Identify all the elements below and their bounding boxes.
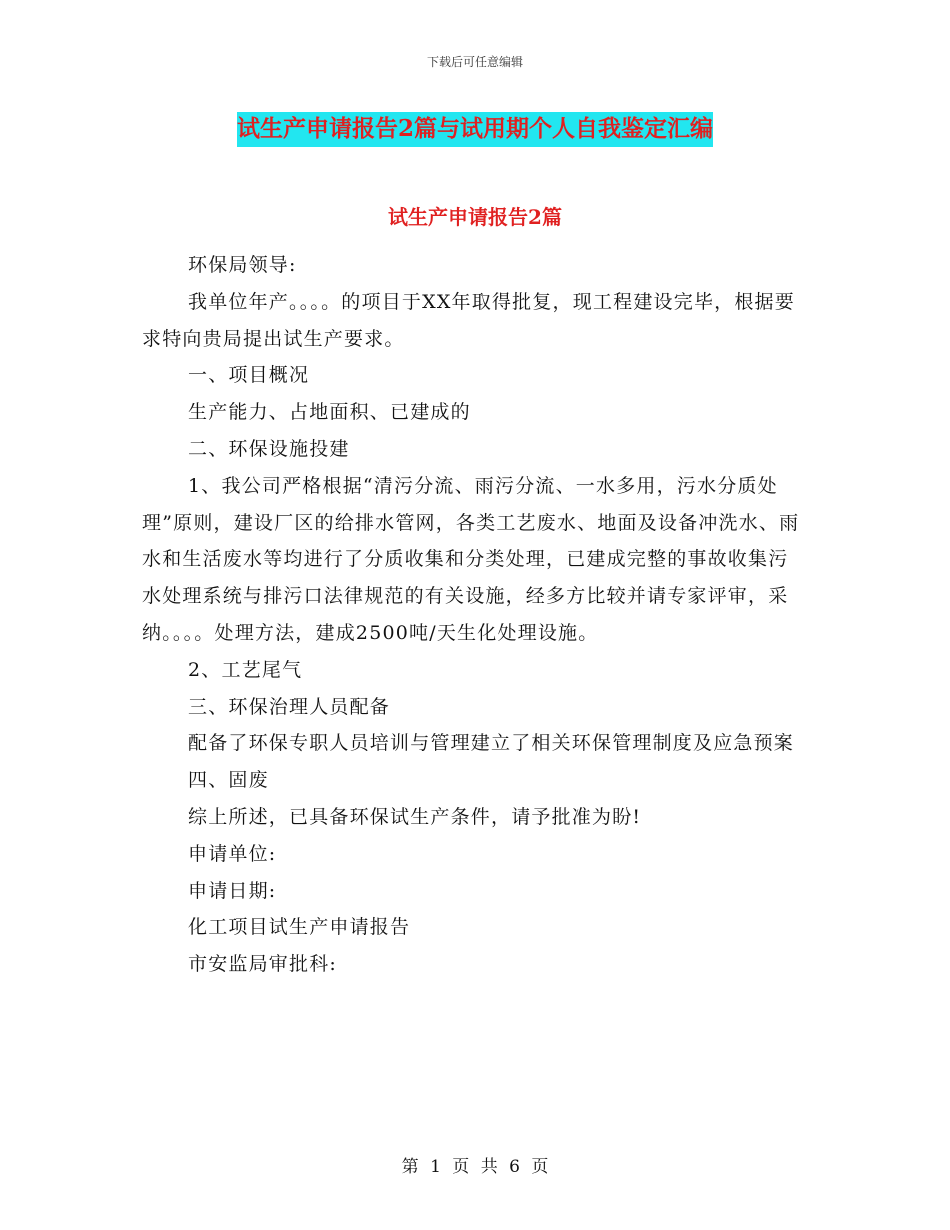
paragraph: 一、项目概况 bbox=[188, 364, 310, 387]
page-footer: 第 1 页 共 6 页 bbox=[401, 1157, 549, 1177]
paragraph: 化工项目试生产申请报告 bbox=[188, 916, 411, 939]
paragraph: 环保局领导: bbox=[188, 254, 297, 276]
paragraph: 配备了环保专职人员培训与管理建立了相关环保管理制度及应急预案 bbox=[188, 732, 795, 755]
paragraph: 申请日期: bbox=[188, 879, 277, 902]
document-title: 试生产申请报告2篇与试用期个人自我鉴定汇编 bbox=[237, 112, 713, 147]
paragraph: 2、工艺尾气 bbox=[188, 658, 303, 681]
paragraph: 四、固废 bbox=[188, 769, 269, 792]
paragraph: 综上所述，已具备环保试生产条件，请予批准为盼! bbox=[188, 805, 642, 828]
paragraph: 1、我公司严格根据“清污分流、雨污分流、一水多用，污水分质处理”原则，建设厂区的给排水管网，各类工艺废水、地面及设备冲洗水、雨水和生活废水等均进行了分质收集和分类处理，已建成完整的事故收集污水处理系统与排污口法律规范的有关设施，经多方比较并请专家评审，采纳。。。。处理方法，建成2500吨/天生化处理设施。 bbox=[142, 474, 800, 644]
page-header-note: 下载后可任意编辑 bbox=[426, 55, 523, 69]
paragraph: 我单位年产。。。。的项目于XX年取得批复，现工程建设完毕，根据要求特向贵局提出试生产要求。 bbox=[142, 290, 795, 350]
main-title-container bbox=[0, 112, 950, 147]
paragraph: 三、环保治理人员配备 bbox=[188, 695, 391, 718]
paragraph: 市安监局审批科: bbox=[188, 953, 338, 976]
paragraph: 生产能力、占地面积、已建成的 bbox=[188, 401, 471, 424]
section-title: 试生产申请报告2篇 bbox=[388, 205, 562, 229]
document-body bbox=[142, 247, 807, 983]
paragraph: 申请单位: bbox=[188, 842, 277, 865]
paragraph: 二、环保设施投建 bbox=[188, 437, 350, 460]
